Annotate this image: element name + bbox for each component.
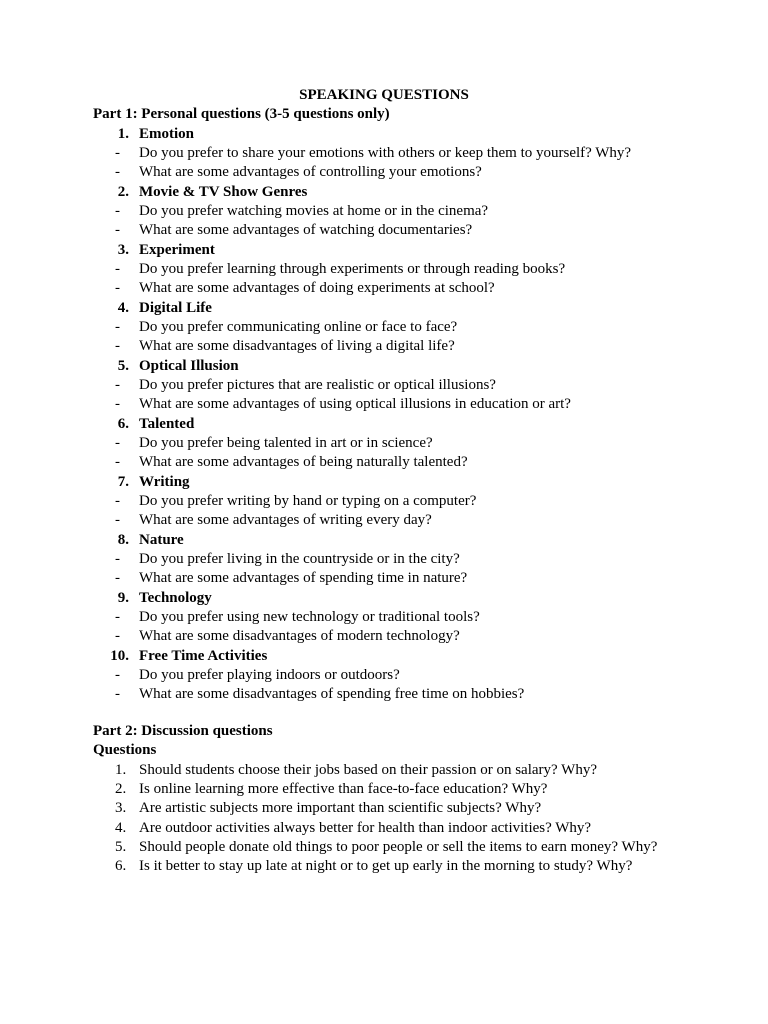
question-item	[0, 202, 768, 221]
question-item	[0, 376, 768, 395]
topic-number: 4.	[117, 299, 129, 316]
bullet-dash: -	[115, 164, 120, 181]
page-title: SPEAKING QUESTIONS	[299, 87, 469, 103]
question-item	[0, 144, 768, 163]
question-item	[0, 395, 768, 414]
question-item	[0, 550, 768, 569]
question-item	[0, 685, 768, 704]
question-item	[0, 627, 768, 646]
question-number: 6.	[115, 858, 127, 875]
question-text: Do you prefer being talented in art or in science?	[139, 435, 433, 451]
topic-number: 7.	[117, 473, 129, 490]
question-item	[0, 453, 768, 472]
question-text: Is online learning more effective than face-to-face education? Why?	[139, 780, 548, 797]
question-text: What are some advantages of watching documentaries?	[139, 222, 473, 239]
question-item	[0, 337, 768, 356]
bullet-dash: -	[115, 222, 120, 239]
bullet-dash: -	[115, 570, 120, 587]
topic-name: Technology	[139, 589, 212, 606]
question-text: What are some disadvantages of modern technology?	[139, 628, 460, 645]
question-text: What are some disadvantages of spending free time on hobbies?	[139, 686, 525, 703]
question-text: Do you prefer living in the countryside or in the city?	[139, 551, 460, 568]
bullet-dash: -	[115, 609, 120, 626]
part2-heading: Part 2: Discussion questions	[93, 723, 273, 739]
question-text: What are some advantages of controlling your emotions?	[139, 164, 482, 181]
bullet-dash: -	[115, 493, 120, 510]
topic-number: 9.	[117, 589, 129, 606]
bullet-dash: -	[115, 551, 120, 568]
question-item	[0, 434, 768, 453]
question-item	[0, 221, 768, 240]
bullet-dash: -	[115, 280, 120, 297]
question-text: Do you prefer writing by hand or typing on a computer?	[139, 493, 477, 510]
question-text: What are some advantages of spending time in nature?	[139, 570, 468, 587]
bullet-dash: -	[115, 318, 120, 335]
question-text: What are some advantages of being naturally talented?	[139, 454, 468, 471]
question-item	[0, 260, 768, 279]
discussion-question	[0, 761, 768, 780]
question-number: 2.	[115, 780, 127, 797]
discussion-question	[0, 819, 768, 838]
bullet-dash: -	[115, 144, 120, 161]
topic-name: Digital Life	[139, 299, 212, 316]
bullet-dash: -	[115, 396, 120, 413]
bullet-dash: -	[115, 686, 120, 703]
question-text: Do you prefer communicating online or face to face?	[139, 318, 458, 335]
topic-heading	[0, 647, 768, 666]
questions-label: Questions	[93, 742, 157, 758]
question-number: 3.	[115, 800, 127, 817]
discussion-question	[0, 838, 768, 857]
bullet-dash: -	[115, 338, 120, 355]
topic-name: Free Time Activities	[139, 647, 268, 664]
question-item	[0, 511, 768, 530]
question-text: Do you prefer playing indoors or outdoors?	[139, 667, 400, 684]
topic-number: 6.	[117, 415, 129, 432]
question-text: Should people donate old things to poor people or sell the items to earn money? Why?	[139, 838, 658, 855]
topic-number: 3.	[117, 241, 129, 258]
question-text: Do you prefer pictures that are realistic or optical illusions?	[139, 376, 496, 393]
question-text: Should students choose their jobs based on their passion or on salary? Why?	[139, 761, 597, 778]
topic-heading	[0, 357, 768, 376]
question-text: What are some advantages of writing every day?	[139, 512, 432, 529]
topic-heading	[0, 473, 768, 492]
bullet-dash: -	[115, 628, 120, 645]
question-text: Are artistic subjects more important than scientific subjects? Why?	[139, 800, 542, 817]
question-item	[0, 279, 768, 298]
question-text: Do you prefer using new technology or traditional tools?	[139, 609, 480, 626]
question-text: Do you prefer watching movies at home or in the cinema?	[139, 202, 489, 219]
topic-heading	[0, 531, 768, 550]
part1-heading: Part 1: Personal questions (3-5 questions only)	[93, 106, 390, 122]
topic-heading	[0, 125, 768, 144]
bullet-dash: -	[115, 454, 120, 471]
question-number: 5.	[115, 838, 127, 855]
topic-number: 1.	[117, 125, 129, 142]
topic-number: 5.	[117, 357, 129, 374]
bullet-dash: -	[115, 260, 120, 277]
bullet-dash: -	[115, 512, 120, 529]
topic-heading	[0, 299, 768, 318]
bullet-dash: -	[115, 435, 120, 451]
question-text: Are outdoor activities always better for health than indoor activities? Why?	[139, 819, 592, 836]
question-item	[0, 163, 768, 182]
topic-name: Talented	[139, 415, 195, 432]
topic-name: Optical Illusion	[139, 357, 239, 374]
question-text: What are some advantages of using optical illusions in education or art?	[139, 396, 571, 413]
part1-topic-list	[0, 125, 768, 705]
bullet-dash: -	[115, 202, 120, 219]
question-item	[0, 569, 768, 588]
topic-heading	[0, 589, 768, 608]
question-text: Do you prefer learning through experiments or through reading books?	[139, 260, 566, 277]
question-item	[0, 492, 768, 511]
question-text: Is it better to stay up late at night or to get up early in the morning to study? Why?	[139, 858, 633, 875]
topic-name: Experiment	[139, 241, 215, 258]
topic-heading	[0, 241, 768, 260]
discussion-question	[0, 799, 768, 818]
topic-number: 8.	[117, 531, 129, 548]
topic-name: Emotion	[139, 125, 195, 142]
topic-number: 2.	[117, 183, 129, 200]
topic-name: Movie & TV Show Genres	[139, 183, 308, 200]
question-text: Do you prefer to share your emotions with others or keep them to yourself? Why?	[139, 144, 632, 161]
topic-name: Nature	[139, 531, 184, 548]
topic-heading	[0, 183, 768, 202]
question-item	[0, 318, 768, 337]
question-item	[0, 666, 768, 685]
question-number: 1.	[115, 761, 127, 778]
bullet-dash: -	[115, 376, 120, 393]
discussion-question-list	[0, 761, 768, 877]
question-text: What are some disadvantages of living a digital life?	[139, 338, 455, 355]
topic-name: Writing	[139, 473, 190, 490]
discussion-question	[0, 857, 768, 876]
topic-number: 10.	[110, 647, 129, 664]
question-text: What are some advantages of doing experiments at school?	[139, 280, 495, 297]
question-item	[0, 608, 768, 627]
question-number: 4.	[115, 819, 127, 836]
topic-heading	[0, 415, 768, 434]
discussion-question	[0, 780, 768, 799]
bullet-dash: -	[115, 667, 120, 684]
